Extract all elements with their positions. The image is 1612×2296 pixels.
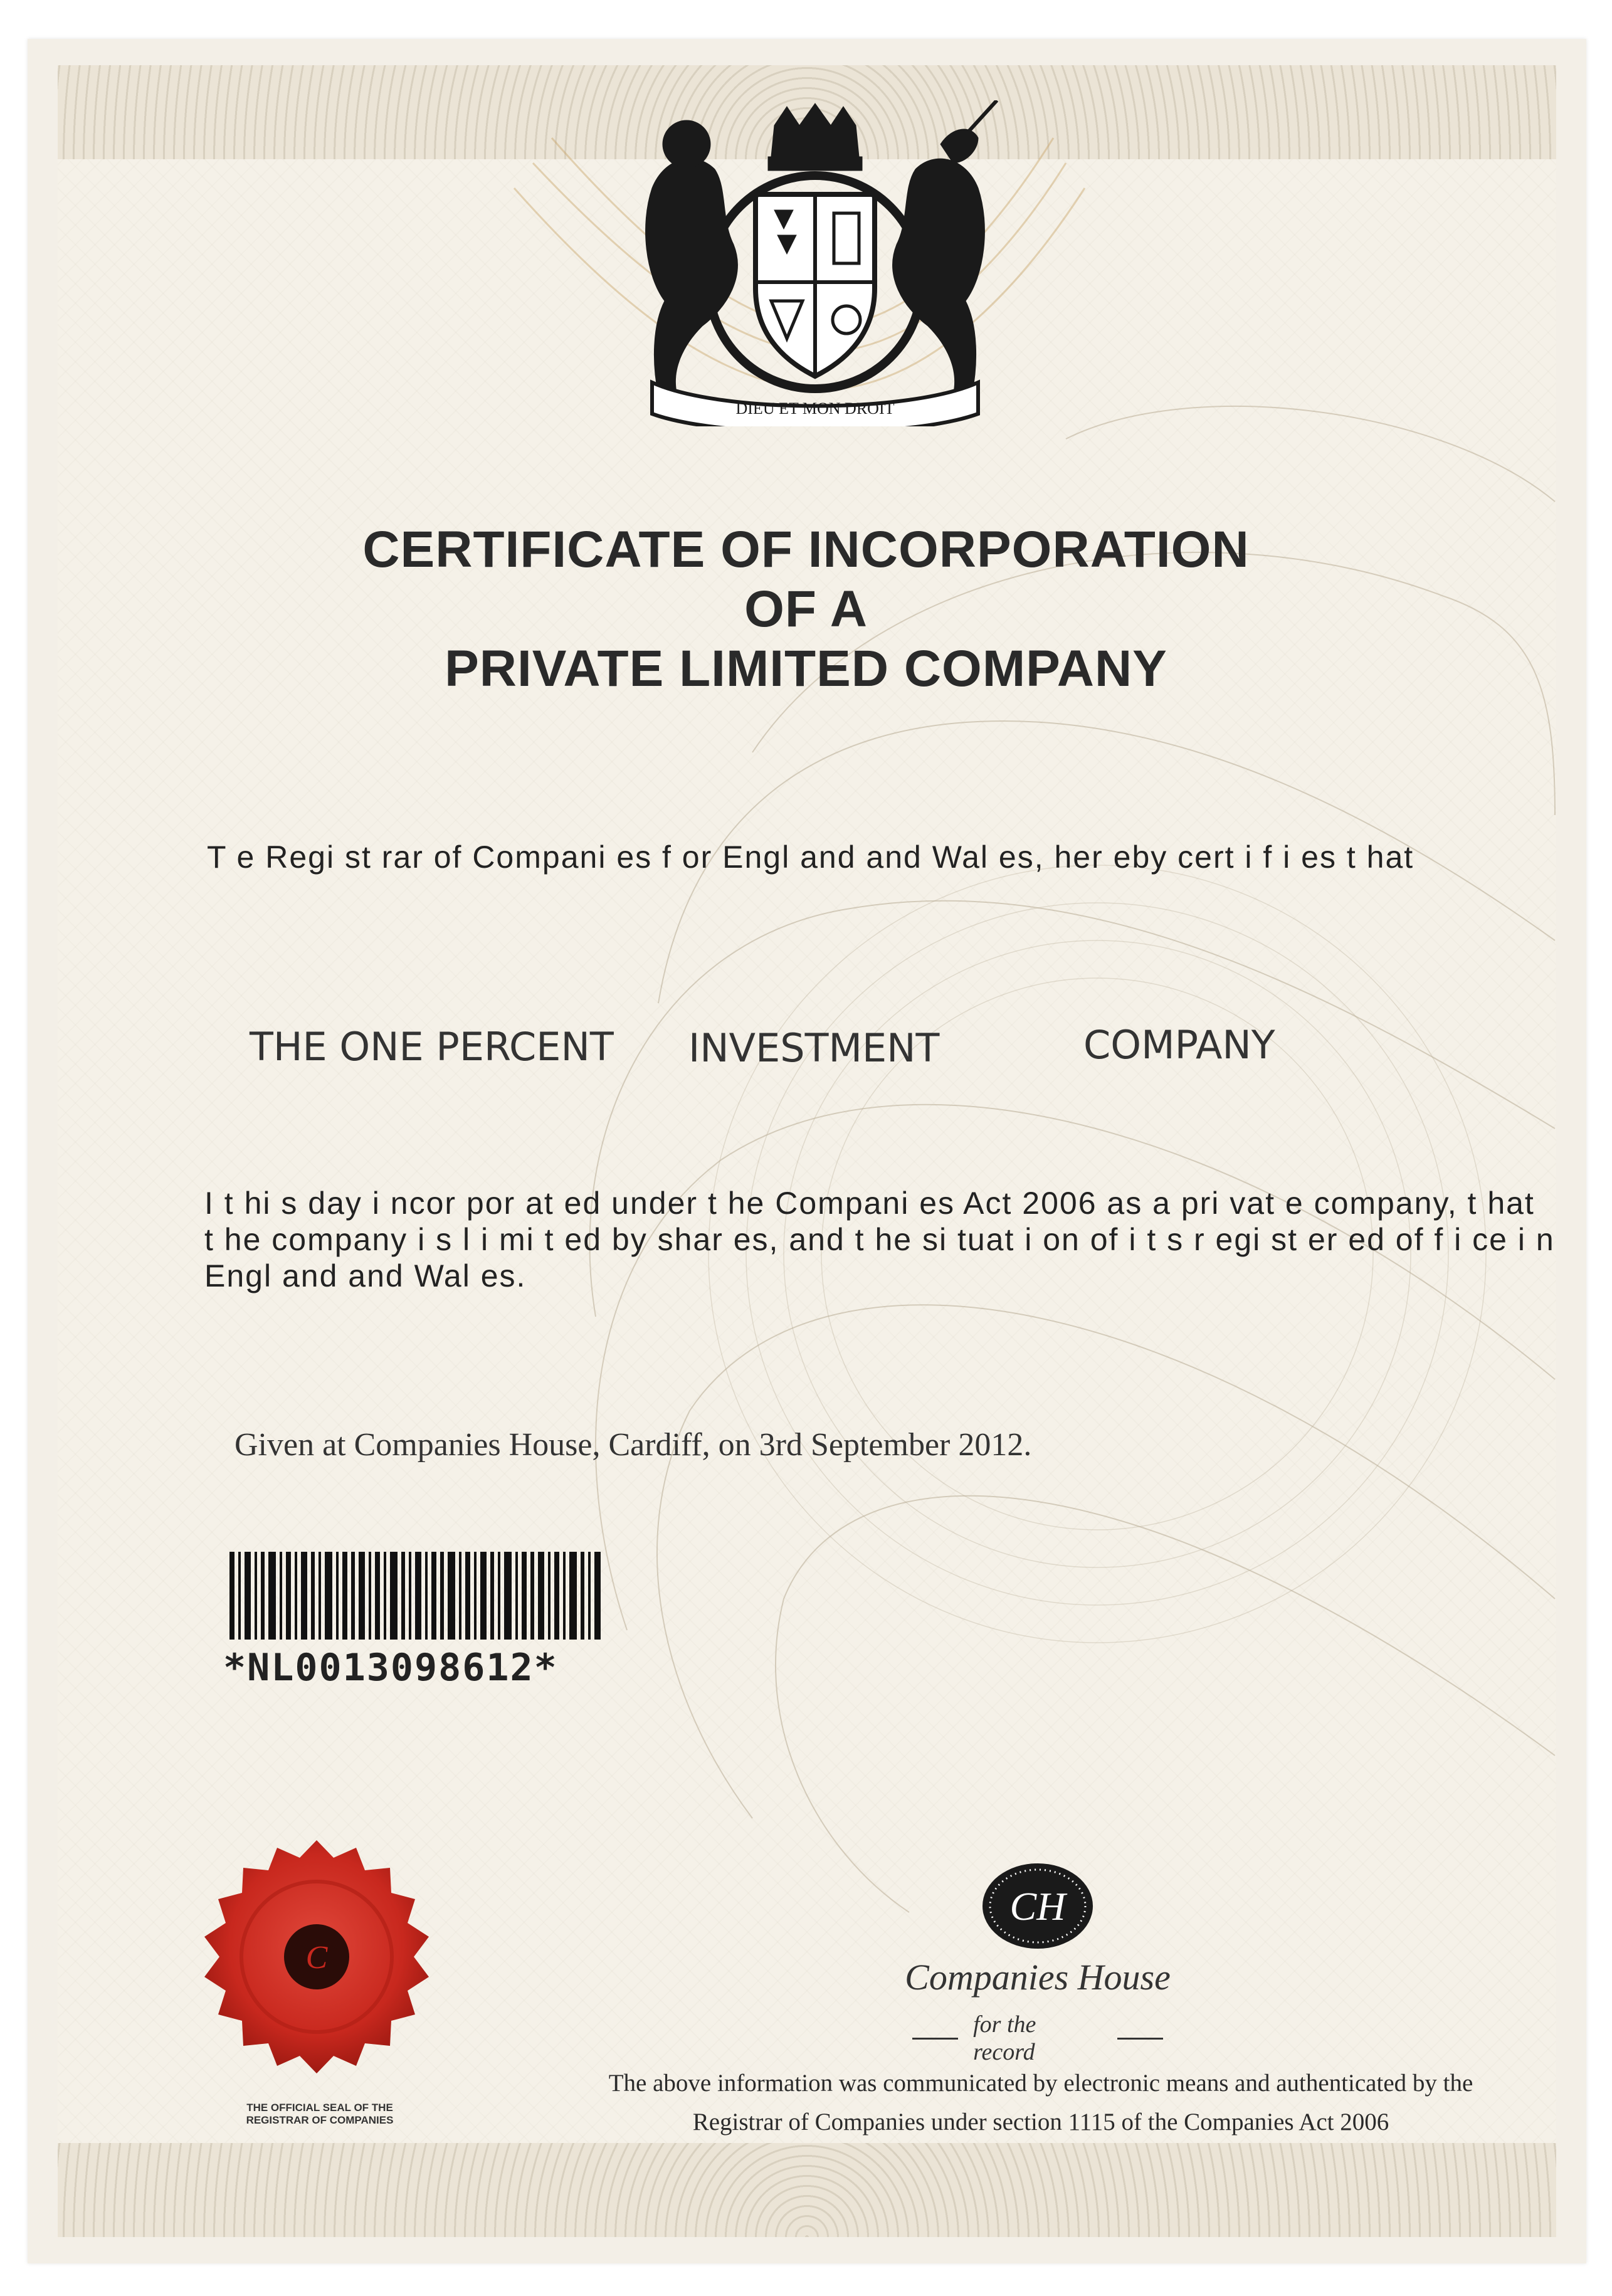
body-line-3: Engl and and Wal es. <box>204 1258 527 1293</box>
company-name-part-1: THE ONE PERCENT <box>250 1024 614 1070</box>
wax-seal-icon <box>188 1834 445 2091</box>
seal-caption <box>207 2102 433 2127</box>
certificate-subtitle: PRIVATE LIMITED COMPANY <box>445 640 1167 697</box>
tagline-divider-left <box>912 2038 958 2040</box>
body-line-1: I t hi s day i ncor por at ed under t he Compani es Act 2006 as a pri vat e company, t hat <box>204 1186 1535 1221</box>
companies-house-logo-icon <box>981 1862 1094 1950</box>
crest-motto: DIEU ET MON DROIT <box>735 399 895 418</box>
body-line-2: t he company i s l i mi t ed by shar es, and t he si tuat i on of i t s r egi st er ed of f i ce i n <box>204 1222 1555 1257</box>
logo-name: Companies House <box>905 1957 1171 1998</box>
barcode-icon <box>229 1552 606 1640</box>
tagline-divider-right <box>1117 2038 1163 2040</box>
company-name-part-2: INVESTMENT <box>688 1025 940 1071</box>
svg-text:C: C <box>305 1940 328 1976</box>
logo-tagline-row <box>912 2011 1163 2066</box>
logo-tagline: for the record <box>973 2011 1036 2065</box>
seal-caption-line-1: THE OFFICIAL SEAL OF THE <box>246 2102 393 2114</box>
certificate-title-of-a: OF A <box>744 581 868 638</box>
footer-line-2: Registrar of Companies under section 1115 of the Companies Act 2006 <box>692 2109 1389 2135</box>
given-at-statement: Given at Companies House, Cardiff, on 3rd September 2012. <box>234 1427 1032 1463</box>
royal-crest-icon <box>627 100 1003 426</box>
incorporation-body <box>204 1185 1555 1294</box>
certificate-title: CERTIFICATE OF INCORPORATION <box>362 521 1250 578</box>
barcode-number: *NL0013098612* <box>223 1646 558 1690</box>
registrar-statement: T e Regi st rar of Compani es f or Engl and and Wal es, her eby cert i f i es t hat <box>207 840 1414 875</box>
footer-line-1: The above information was communicated by electronic means and authenticated by the <box>608 2070 1473 2097</box>
logo-monogram: CH <box>1009 1884 1066 1929</box>
company-name-part-3: COMPANY <box>1083 1022 1275 1068</box>
seal-caption-line-2: REGISTRAR OF COMPANIES <box>246 2114 394 2126</box>
